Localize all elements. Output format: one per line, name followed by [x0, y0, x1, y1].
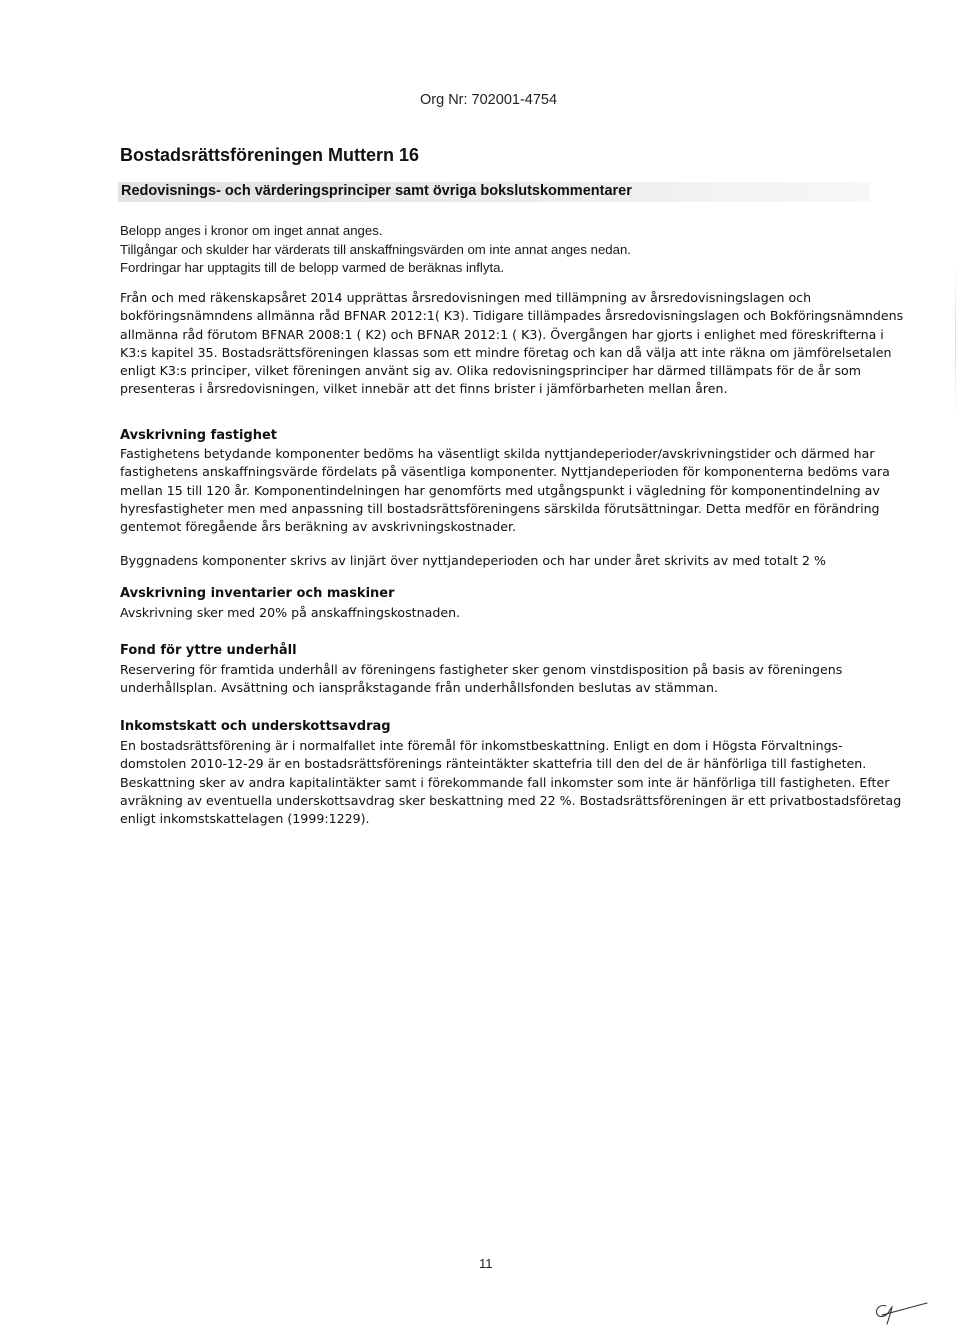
paragraph-line: mellan 15 till 120 år. Komponentindelningen har genomförts med utgångspunkt i vägledning för komponentindelning av [120, 482, 880, 498]
page-number: 11 [479, 1256, 493, 1271]
paragraph-line: Avskrivning sker med 20% på anskaffningskostnaden. [120, 605, 461, 620]
paragraph-line: bokföringsnämndens allmänna råd BFNAR 2012:1( K3). Tidigare tillämpades årsredovisningslagen och Bokföringsnämndens [120, 308, 904, 324]
handwritten-signature-icon [872, 1300, 930, 1331]
paragraph-line: enligt inkomstskattelagen (1999:1229). [120, 811, 370, 827]
paragraph-line: underhållsplan. Avsättning och ianspråkstagande från underhållsfonden beslutas av stämman. [120, 680, 718, 696]
scan-edge-mark [955, 260, 956, 420]
intro-line: Belopp anges i kronor om inget annat anges. [120, 223, 383, 238]
paragraph-fond-yttre-underhall [120, 661, 842, 698]
paragraph-avskrivning-fastighet [120, 445, 890, 536]
paragraph-line: avräkning av eventuella underskottsavdrag sker beskattning med 22 %. Bostadsrättsföreningen är ett privatbostadsföretag [120, 792, 902, 808]
principles-paragraph [120, 289, 903, 399]
paragraph-avskrivning-inventarier [120, 604, 460, 622]
paragraph-line: presenteras i årsredovisningen, vilket innebär att det finns brister i jämförbarheten mellan åren. [120, 381, 728, 397]
paragraph-byggnad-komponenter [120, 552, 826, 570]
paragraph-line: domstolen 2010-12-29 är en bostadsrättsförenings ränteintäkter skattefria till den del de är hänförliga till fastigheten. [120, 756, 867, 772]
paragraph-line: Fastighetens betydande komponenter bedöms ha väsentligt skilda nyttjandeperioder/avskrivningstider och därmed har [120, 446, 875, 461]
paragraph-line: allmänna råd förutom BFNAR 2008:1 ( K2) och BFNAR 2012:1 ( K3). Övergången har gjorts i enlighet med föreskrifterna i [120, 326, 884, 342]
section-title: Redovisnings- och värderingsprinciper samt övriga bokslutskommentarer [121, 183, 632, 199]
paragraph-line: Från och med räkenskapsåret 2014 upprättas årsredovisningen med tillämpning av årsredovisningslagen och [120, 290, 812, 305]
paragraph-line: fastighetens anskaffningsvärde fördelats på väsentliga komponenter. Nyttjandeperioden för komponenterna bedöms vara [120, 464, 890, 480]
paragraph-line: hyresfastigheter men med anpassning till bostadsrättsföreningens särskilda förutsättningar. Detta medför en förändring [120, 500, 880, 516]
paragraph-line: Byggnadens komponenter skrivs av linjärt över nyttjandeperioden och har under året skrivits av med totalt 2 % [120, 553, 826, 568]
paragraph-line: Reservering för framtida underhåll av föreningens fastigheter sker genom vinstdisposition på basis av föreningens [120, 662, 843, 677]
intro-line: Fordringar har upptagits till de belopp varmed de beräknas inflyta. [120, 260, 505, 275]
org-number: Org Nr: 702001-4754 [420, 92, 558, 108]
paragraph-line: En bostadsrättsförening är i normalfallet inte föremål för inkomstbeskattning. Enligt en dom i Högsta Förvaltnings- [120, 738, 843, 753]
intro-paragraph [120, 222, 840, 278]
intro-line: Tillgångar och skulder har värderats till anskaffningsvärden om inte annat anges nedan. [120, 241, 631, 257]
paragraph-line: K3:s kapitel 35. Bostadsrättsföreningen klassas som ett mindre företag och kan då välja att inte räkna om jämförelsetalen [120, 344, 892, 360]
paragraph-line: Beskattning sker av andra kapitalintäkter samt i förekommande fall inkomster som inte är hänförliga till fastigheten. Efter [120, 774, 890, 790]
heading-inkomstskatt: Inkomstskatt och underskottsavdrag [120, 719, 391, 734]
heading-fond-yttre-underhall: Fond för yttre underhåll [120, 643, 297, 658]
heading-avskrivning-inventarier: Avskrivning inventarier och maskiner [120, 586, 395, 601]
document-title: Bostadsrättsföreningen Muttern 16 [120, 145, 420, 165]
paragraph-line: enligt K3:s principer, vilket föreningen använt sig av. Olika redovisningsprinciper har därmed tillämpats för de år som [120, 363, 862, 379]
paragraph-line: gentemot föregående års beräkning av avskrivningskostnader. [120, 519, 517, 535]
heading-avskrivning-fastighet: Avskrivning fastighet [120, 428, 278, 443]
paragraph-inkomstskatt [120, 737, 901, 828]
